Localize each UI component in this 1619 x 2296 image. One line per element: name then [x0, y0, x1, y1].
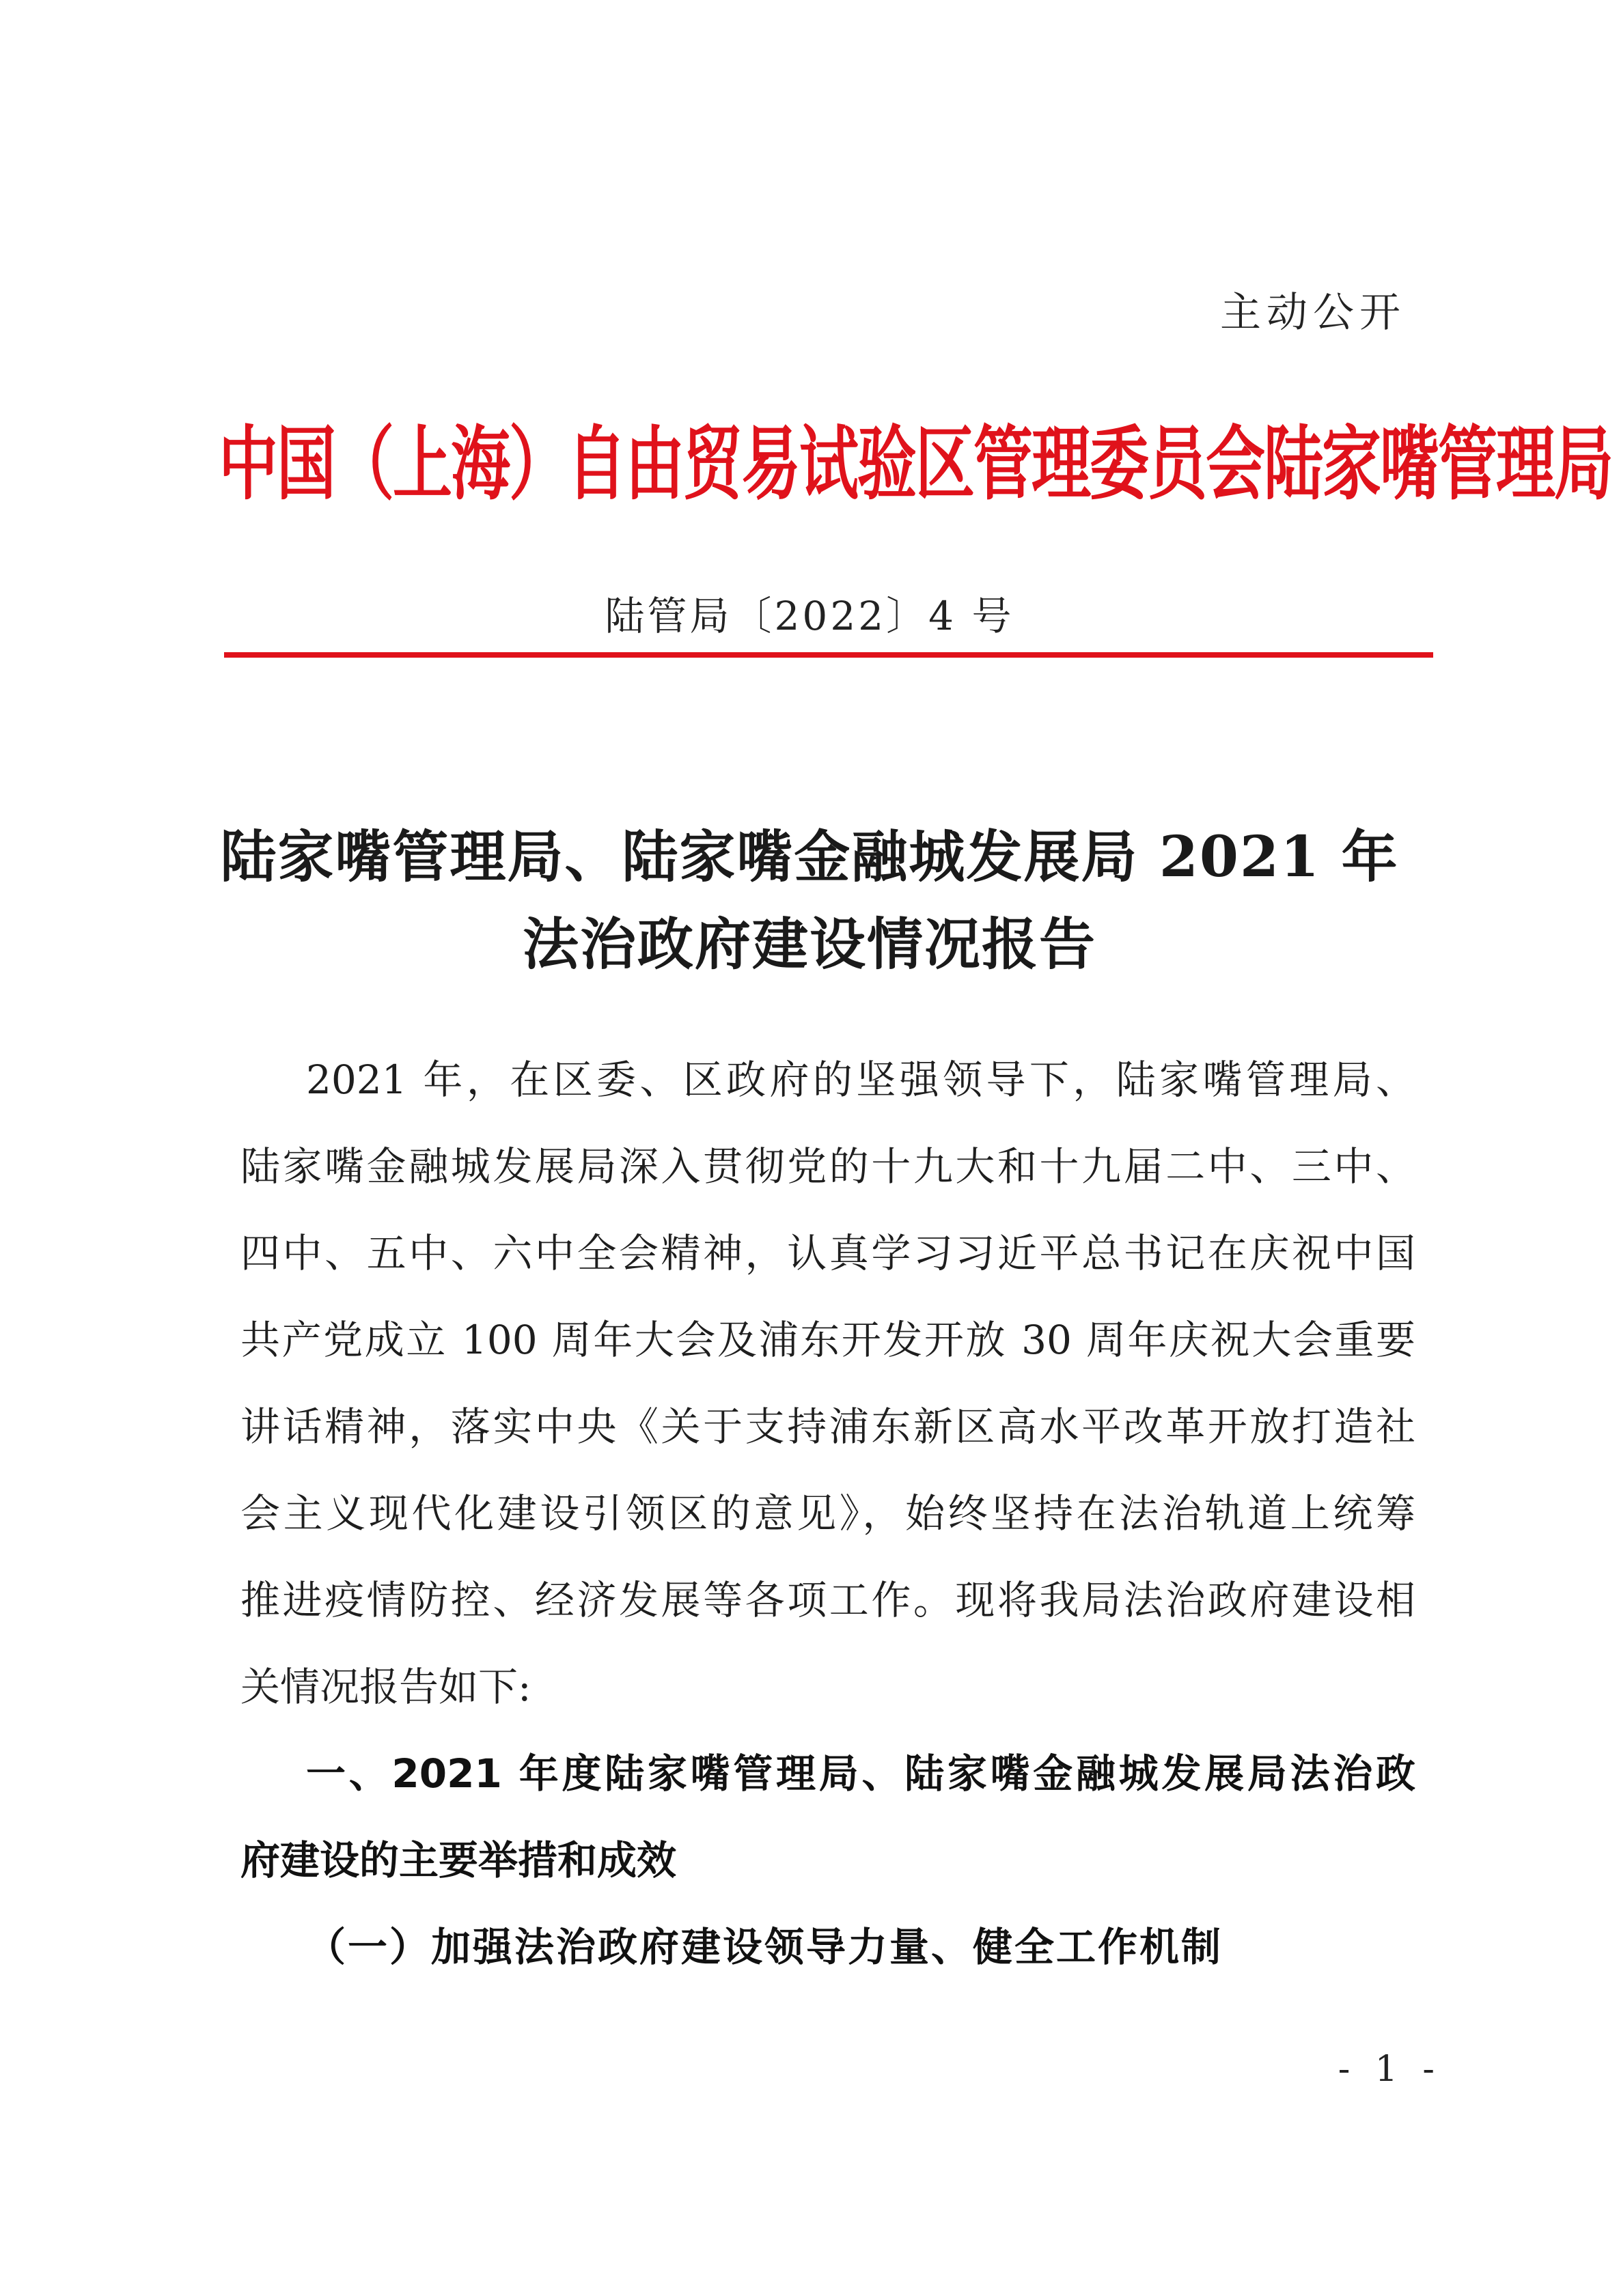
body-line: 讲话精神，落实中央《关于支持浦东新区高水平改革开放打造社: [240, 1403, 1415, 1450]
body-line: 推进疫情防控、经济发展等各项工作。现将我局法治政府建设相: [240, 1577, 1415, 1623]
disclosure-label: 主动公开: [1220, 289, 1406, 337]
organization-header: 中国（上海）自由贸易试验区管理委员会陆家嘴管理局: [219, 417, 1612, 512]
page-number: - 1 -: [1338, 2049, 1441, 2090]
body-line: 2021 年，在区委、区政府的坚强领导下，陆家嘴管理局、: [306, 1056, 1415, 1103]
document-number: 陆管局〔2022〕4 号: [605, 593, 1014, 639]
red-divider-line: [224, 652, 1433, 658]
document-title-line-1: 陆家嘴管理局、陆家嘴金融城发展局 2021 年: [220, 824, 1399, 890]
subsection-heading: （一）加强法治政府建设领导力量、健全工作机制: [306, 1924, 1223, 1970]
body-line: 共产党成立 100 周年大会及浦东开发开放 30 周年庆祝大会重要: [240, 1317, 1415, 1363]
body-line: 四中、五中、六中全会精神，认真学习习近平总书记在庆祝中国: [240, 1230, 1415, 1276]
document-title-line-2: 法治政府建设情况报告: [522, 912, 1096, 977]
section-heading-line-1: 一、2021 年度陆家嘴管理局、陆家嘴金融城发展局法治政: [306, 1750, 1415, 1797]
body-line: 陆家嘴金融城发展局深入贯彻党的十九大和十九届二中、三中、: [240, 1143, 1415, 1190]
section-heading-line-2: 府建设的主要举措和成效: [240, 1837, 677, 1884]
body-line: 会主义现代化建设引领区的意见》，始终坚持在法治轨道上统筹: [240, 1490, 1415, 1537]
body-line: 关情况报告如下:: [240, 1664, 531, 1710]
